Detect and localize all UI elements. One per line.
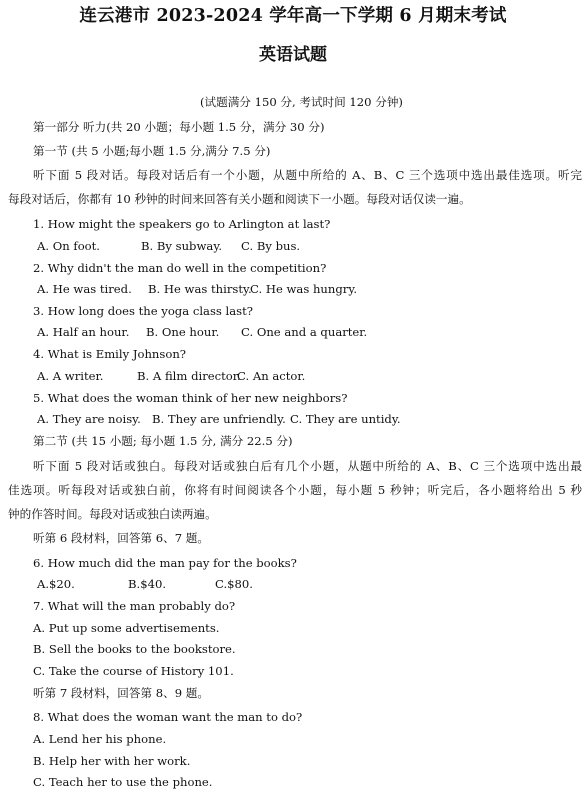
question-1-option-a: A. On foot. [37, 239, 100, 253]
material-6-heading: 听第 6 段材料，回答第 6、7 题。 [33, 531, 209, 545]
question-5-option-c: C. They are untidy. [290, 412, 401, 426]
question-1: 1. How might the speakers go to Arlington at last? [33, 217, 331, 231]
question-4: 4. What is Emily Johnson? [33, 347, 187, 361]
question-2-option-c: C. He was hungry. [250, 282, 358, 296]
question-5-option-a: A. They are noisy. [37, 412, 141, 426]
section1-instructions-line1: 听下面 5 段对话。每段对话后有一个小题，从题中所给的 A、B、C 三个选项中选出最佳选项。听完 [33, 168, 582, 182]
material-7-heading: 听第 7 段材料，回答第 8、9 题。 [33, 686, 209, 700]
section1-heading: 第一节 (共 5 小题;每小题 1.5 分,满分 7.5 分) [33, 144, 271, 158]
question-6-option-a: A.$20. [37, 577, 75, 591]
question-6-option-c: C.$80. [215, 577, 253, 591]
question-7-option-a: A. Put up some advertisements. [33, 621, 220, 635]
section1-instructions-line2: 每段对话后，你都有 10 秒钟的时间来回答有关小题和阅读下一小题。每段对话仅读一遍。 [8, 192, 471, 206]
question-2-option-b: B. He was thirsty. [148, 282, 252, 296]
exam-title: 连云港市 2023-2024 学年高一下学期 6 月期末考试 [79, 6, 507, 26]
question-2: 2. Why didn't the man do well in the competition? [33, 261, 327, 275]
question-6-option-b: B.$40. [128, 577, 167, 591]
section2-instructions-line1: 听下面 5 段对话或独白。每段对话或独白后有几个小题，从题中所给的 A、B、C 三个选项中选出最 [33, 459, 582, 473]
question-1-option-c: C. By bus. [241, 239, 301, 253]
question-3-option-c: C. One and a quarter. [241, 325, 368, 339]
question-5-option-b: B. They are unfriendly. [152, 412, 286, 426]
question-6: 6. How much did the man pay for the books? [33, 556, 297, 570]
question-7-option-c: C. Take the course of History 101. [33, 664, 234, 678]
section2-instructions-line3: 钟的作答时间。每段对话或独白读两遍。 [8, 507, 217, 521]
part-heading: 第一部分 听力(共 20 小题；每小题 1.5 分，满分 30 分) [33, 120, 325, 134]
question-4-option-b: B. A film director. [137, 369, 241, 383]
question-4-option-a: A. A writer. [37, 369, 104, 383]
exam-subtitle: 英语试题 [259, 45, 327, 65]
question-1-option-b: B. By subway. [141, 239, 223, 253]
exam-info: (试题满分 150 分, 考试时间 120 分钟) [200, 95, 403, 109]
question-4-option-c: C. An actor. [237, 369, 306, 383]
section2-heading: 第二节 (共 15 小题; 每小题 1.5 分, 满分 22.5 分) [33, 434, 293, 448]
question-3-option-a: A. Half an hour. [37, 325, 130, 339]
question-3: 3. How long does the yoga class last? [33, 304, 253, 318]
question-5: 5. What does the woman think of her new neighbors? [33, 391, 348, 405]
question-7-option-b: B. Sell the books to the bookstore. [33, 642, 236, 656]
question-8-option-b: B. Help her with her work. [33, 754, 191, 768]
question-8: 8. What does the woman want the man to do? [33, 710, 303, 724]
question-2-option-a: A. He was tired. [37, 282, 132, 296]
question-8-option-a: A. Lend her his phone. [33, 732, 167, 746]
section2-instructions-line2: 佳选项。听每段对话或独白前，你将有时间阅读各个小题，每小题 5 秒钟；听完后，各小题将给出 5 秒 [8, 483, 582, 497]
question-7: 7. What will the man probably do? [33, 599, 236, 613]
question-8-option-c: C. Teach her to use the phone. [33, 775, 213, 789]
question-3-option-b: B. One hour. [146, 325, 220, 339]
